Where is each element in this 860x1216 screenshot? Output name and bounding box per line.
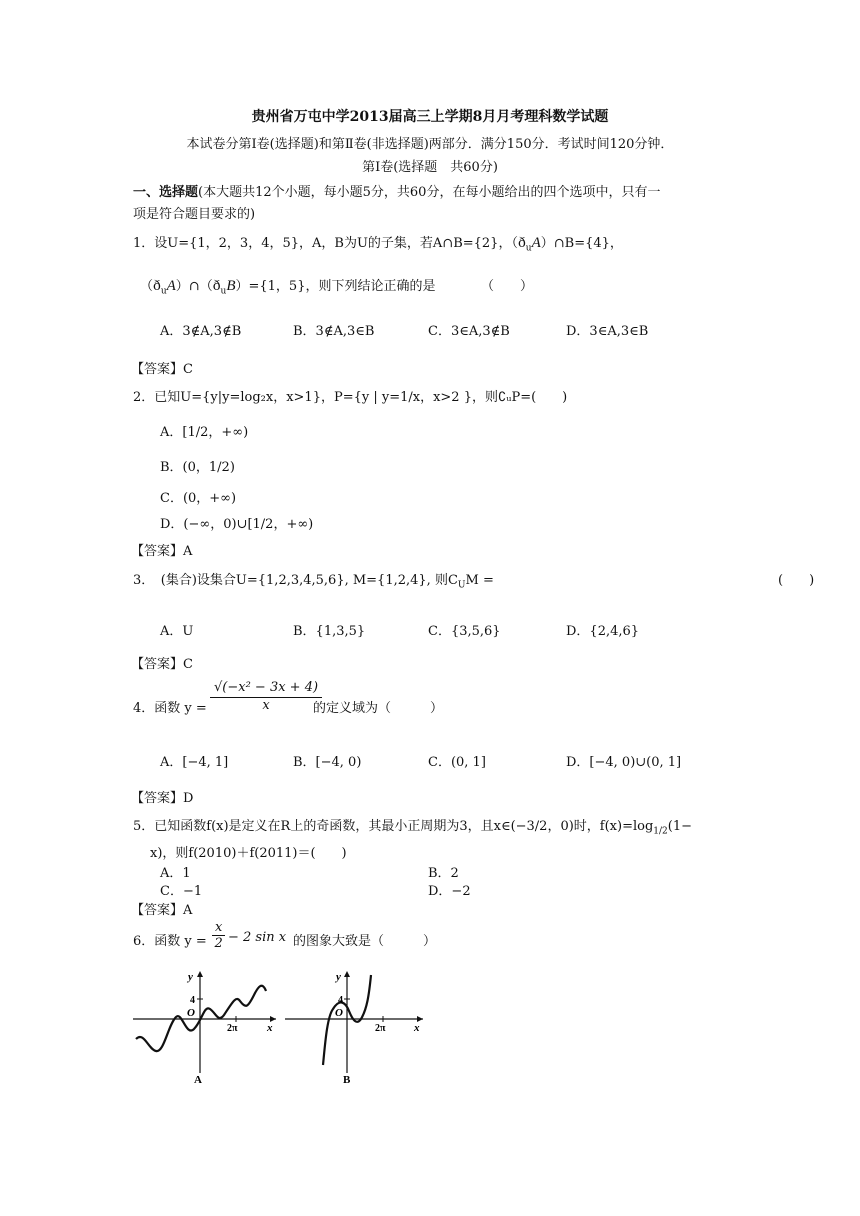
q2-option-d: D．(−∞，0)∪[1/2，+∞) [160, 517, 314, 532]
q6-expr: − 2 sin x [228, 930, 287, 945]
q4-suffix: 的定义域为（ ） [313, 701, 444, 716]
section-desc-line1 [133, 181, 660, 200]
exam-intro: 本试卷分第Ⅰ卷(选择题)和第Ⅱ卷(非选择题)两部分．满分150分．考试时间120分钟． [186, 137, 674, 152]
q2-option-c: C．(0，+∞) [160, 491, 237, 506]
q3-option-b: B．{1,3,5} [293, 624, 366, 639]
q5-option-a: A．1 [160, 866, 191, 881]
q4-fraction [210, 680, 322, 713]
q3-stem: 3． (集合)设集合U={1,2,3,4,5,6}, M={1,2,4}, 则$C_UM$ = [133, 573, 494, 591]
section-heading: 一、选择题 [133, 185, 199, 200]
q5-option-c: C．−1 [160, 884, 203, 899]
q4-answer: 【答案】D [131, 791, 194, 806]
q6-graph-b [283, 965, 428, 1090]
q4-option-b: B．[−4, 0) [293, 755, 362, 770]
q6-frac-den: 2 [214, 936, 223, 951]
q1-option-a: A．3∉A,3∉B [160, 324, 242, 339]
graph-a-tick-x: 2π [227, 1023, 238, 1034]
q6-fraction [212, 920, 225, 951]
graph-b-tick-x: 2π [375, 1023, 386, 1034]
q6-prefix: 6．函数 y = [133, 934, 207, 949]
q2-stem: 2．已知U={y|y=log₂x，x>1}，P={y | y=1/x，x>2 }，则∁ᵤP=( ) [133, 390, 568, 405]
q3-option-a: A．U [160, 624, 194, 639]
q1-option-b: B．3∉A,3∈B [293, 324, 375, 339]
q4-option-a: A．[−4, 1] [160, 755, 229, 770]
q6-frac-num: x [212, 920, 225, 936]
graph-a-origin: O [187, 1007, 195, 1019]
q4-option-c: C．(0, 1] [428, 755, 486, 770]
q3-paren: ( ) [778, 573, 815, 588]
q3-option-d: D．{2,4,6} [566, 624, 640, 639]
q4-option-d: D．[−4, 0)∪(0, 1] [566, 755, 682, 770]
section-desc: (本大题共12个小题，每小题5分，共60分，在每小题给出的四个选项中，只有一 [198, 185, 661, 200]
graph-b-xlabel: x [414, 1022, 420, 1034]
q4-prefix: 4．函数 y = [133, 701, 207, 716]
graph-b-ylabel: y [336, 971, 341, 983]
graph-b-label: B [343, 1074, 351, 1086]
section-desc-line2: 项是符合题目要求的) [133, 207, 256, 222]
graph-a-xlabel: x [267, 1022, 273, 1034]
q2-answer: 【答案】A [131, 544, 193, 559]
q5-answer: 【答案】A [131, 903, 193, 918]
q5-option-b: B．2 [428, 866, 459, 881]
graph-a-ylabel: y [188, 971, 193, 983]
q4-denominator: x [262, 698, 270, 713]
q2-option-b: B．(0，1/2) [160, 460, 235, 475]
graph-a-tick-y: 4 [190, 995, 195, 1006]
q1-option-c: C．3∈A,3∉B [428, 324, 510, 339]
graph-b-origin: O [335, 1007, 343, 1019]
q1-line2: $(ð_uA)\cap(ð_uB)=\{1$，5}，则下列结论正确的是 （ ） [140, 278, 533, 297]
q3-option-c: C．{3,5,6} [428, 624, 501, 639]
q2-option-a: A．[1/2，+∞) [160, 425, 249, 440]
q1-option-d: D．3∈A,3∈B [566, 324, 649, 339]
q4-numerator: √(−x² − 3x + 4) [210, 680, 322, 698]
q6-suffix: 的图象大致是（ ） [293, 934, 437, 949]
q6-graph-a [128, 965, 278, 1090]
q1-answer: 【答案】C [131, 362, 193, 377]
q5-line2: x)，则f(2010)＋f(2011)＝( ) [150, 846, 347, 861]
q5-option-d: D．−2 [428, 884, 471, 899]
q1-line1: 1．设U={1，2，3，4，5}，A，B为U的子集，若A∩B={2}，$(ð_uA)\cap B=\{4\}$， [133, 235, 623, 254]
q3-answer: 【答案】C [131, 657, 193, 672]
exam-title: 贵州省万屯中学2013届高三上学期8月月考理科数学试题 [251, 109, 609, 125]
graph-a-label: A [194, 1074, 202, 1086]
graph-b-tick-y: 4 [338, 995, 343, 1006]
q5-line1: 5．已知函数f(x)是定义在R上的奇函数，其最小正周期为3，且x∈(−3/2，0)时，$f(x)=\log_{1/2}(1-$ [133, 819, 693, 837]
part1-heading: 第Ⅰ卷(选择题 共60分) [362, 160, 498, 175]
